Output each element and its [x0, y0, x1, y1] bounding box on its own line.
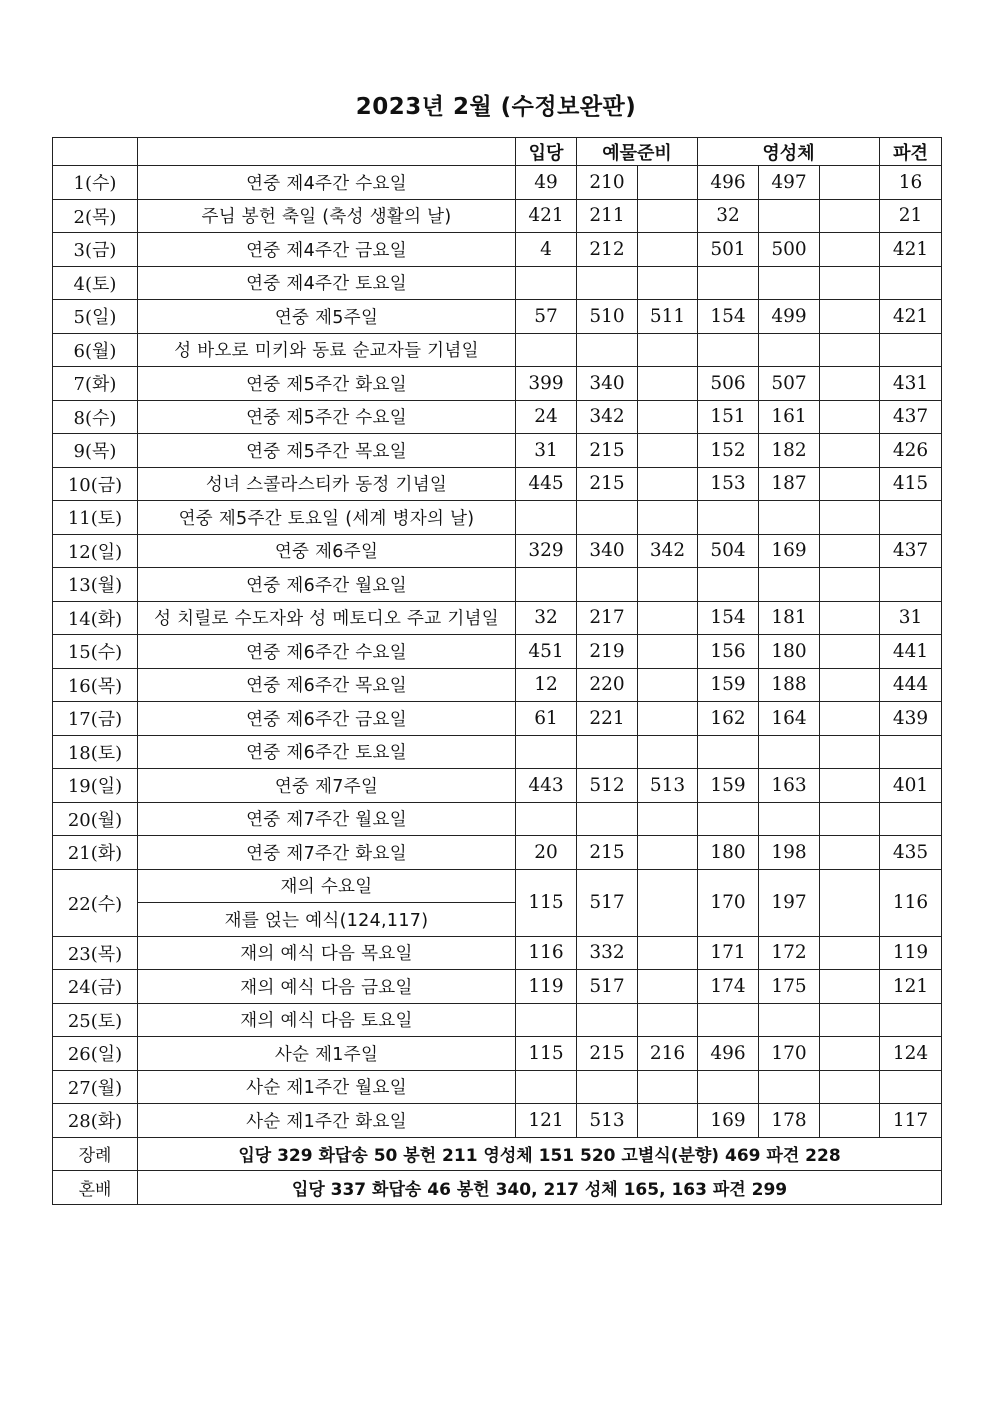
hymn-cell: 24: [516, 400, 577, 434]
hymn-cell: [638, 333, 698, 367]
hymn-cell: 124: [880, 1037, 942, 1071]
day-cell: 1(수): [53, 166, 138, 200]
day-cell: 16(목): [53, 668, 138, 702]
hymn-cell: 435: [880, 836, 942, 870]
hymn-cell: 444: [880, 668, 942, 702]
hymn-cell: [820, 668, 880, 702]
hymn-cell: 198: [759, 836, 820, 870]
table-row: [53, 266, 942, 300]
day-cell: 2(목): [53, 199, 138, 233]
hymn-cell: 426: [880, 434, 942, 468]
celebration-cell: 재의 예식 다음 목요일: [138, 936, 516, 970]
hymn-cell: [638, 233, 698, 267]
hymn-cell: 215: [577, 1037, 638, 1071]
hymn-cell: 171: [698, 936, 759, 970]
hymn-cell: [820, 970, 880, 1004]
hymn-cell: 178: [759, 1104, 820, 1138]
hymn-cell: [820, 869, 880, 936]
hymn-cell: 212: [577, 233, 638, 267]
celebration-cell: 재의 수요일: [138, 869, 516, 903]
hymn-cell: 513: [638, 769, 698, 803]
hymn-cell: 220: [577, 668, 638, 702]
hymn-cell: 421: [516, 199, 577, 233]
hymn-cell: 121: [880, 970, 942, 1004]
hymn-cell: [820, 300, 880, 334]
celebration-cell: 성 바오로 미키와 동료 순교자들 기념일: [138, 333, 516, 367]
day-cell: 3(금): [53, 233, 138, 267]
hymn-cell: [516, 501, 577, 535]
table-row: [53, 501, 942, 535]
hymn-cell: [820, 1070, 880, 1104]
hymn-cell: [698, 1070, 759, 1104]
day-cell: 15(수): [53, 635, 138, 669]
hymn-cell: [638, 802, 698, 836]
day-cell: 18(토): [53, 735, 138, 769]
celebration-cell: 연중 제5주일: [138, 300, 516, 334]
hymn-cell: [759, 1070, 820, 1104]
hymn-cell: 507: [759, 367, 820, 401]
celebration-cell: 연중 제5주간 수요일: [138, 400, 516, 434]
celebration-cell: 연중 제4주간 수요일: [138, 166, 516, 200]
hymn-cell: [820, 233, 880, 267]
day-cell: 11(토): [53, 501, 138, 535]
celebration-cell: 주님 봉헌 축일 (축성 생활의 날): [138, 199, 516, 233]
day-cell: 5(일): [53, 300, 138, 334]
celebration-cell: 연중 제6주간 목요일: [138, 668, 516, 702]
hymn-cell: 332: [577, 936, 638, 970]
hymn-cell: 511: [638, 300, 698, 334]
hymn-cell: [820, 836, 880, 870]
hymn-cell: 161: [759, 400, 820, 434]
hymn-cell: 215: [577, 836, 638, 870]
table-row: [53, 1070, 942, 1104]
hymn-cell: 181: [759, 601, 820, 635]
hymn-cell: [698, 333, 759, 367]
table-row: [53, 702, 942, 736]
table-row: [53, 166, 942, 200]
hymn-cell: 21: [880, 199, 942, 233]
hymn-cell: 340: [577, 367, 638, 401]
hymn-cell: [638, 869, 698, 936]
hymn-cell: 16: [880, 166, 942, 200]
hymn-cell: 182: [759, 434, 820, 468]
hymn-cell: [577, 1070, 638, 1104]
hymn-cell: [698, 568, 759, 602]
table-row: [53, 1104, 942, 1138]
hymn-cell: 121: [516, 1104, 577, 1138]
hymn-cell: [638, 266, 698, 300]
hymn-cell: [759, 1003, 820, 1037]
hymn-cell: 506: [698, 367, 759, 401]
hymn-cell: [880, 333, 942, 367]
hymn-cell: 187: [759, 467, 820, 501]
hymn-cell: 216: [638, 1037, 698, 1071]
hymn-cell: 504: [698, 534, 759, 568]
hymn-cell: [638, 166, 698, 200]
hymn-cell: 170: [698, 869, 759, 936]
hymn-cell: [820, 266, 880, 300]
day-cell: 14(화): [53, 601, 138, 635]
day-cell: 10(금): [53, 467, 138, 501]
hymn-cell: 12: [516, 668, 577, 702]
hymn-cell: 441: [880, 635, 942, 669]
hymn-cell: 329: [516, 534, 577, 568]
table-row: [53, 869, 942, 903]
hymn-cell: [820, 199, 880, 233]
hymn-cell: 154: [698, 601, 759, 635]
day-cell: 7(화): [53, 367, 138, 401]
hymn-cell: [820, 936, 880, 970]
header-yeongseong: 영성체: [698, 138, 880, 166]
hymn-cell: 153: [698, 467, 759, 501]
table-row: [53, 936, 942, 970]
table-row: [53, 534, 942, 568]
header-row: [53, 138, 942, 166]
page-title: 2023년 2월 (수정보완판): [355, 94, 637, 120]
hymn-cell: [516, 266, 577, 300]
hymn-cell: [820, 534, 880, 568]
celebration-cell: 성녀 스콜라스티카 동정 기념일: [138, 467, 516, 501]
day-cell: 6(월): [53, 333, 138, 367]
day-cell: 21(화): [53, 836, 138, 870]
celebration-cell: 연중 제6주간 토요일: [138, 735, 516, 769]
table-row: [53, 300, 942, 334]
hymn-cell: [638, 936, 698, 970]
hymn-cell: 162: [698, 702, 759, 736]
celebration-cell: 연중 제7주일: [138, 769, 516, 803]
hymn-cell: 170: [759, 1037, 820, 1071]
hymn-cell: 154: [698, 300, 759, 334]
day-cell: 27(월): [53, 1070, 138, 1104]
hymn-cell: [638, 601, 698, 635]
hymn-cell: 169: [759, 534, 820, 568]
celebration-cell: 연중 제5주간 토요일 (세계 병자의 날): [138, 501, 516, 535]
hymn-cell: 496: [698, 166, 759, 200]
hymn-cell: [820, 434, 880, 468]
footer-label: 혼배: [53, 1171, 138, 1205]
hymn-cell: 20: [516, 836, 577, 870]
header-day: [53, 138, 138, 166]
hymn-cell: 210: [577, 166, 638, 200]
table-row: [53, 467, 942, 501]
hymn-cell: [698, 735, 759, 769]
table-row: [53, 668, 942, 702]
hymn-cell: [820, 501, 880, 535]
celebration-cell: 사순 제1주간 화요일: [138, 1104, 516, 1138]
celebration-cell: 연중 제5주간 목요일: [138, 434, 516, 468]
hymn-cell: [880, 568, 942, 602]
hymn-cell: 342: [577, 400, 638, 434]
hymn-cell: [516, 735, 577, 769]
hymn-cell: [820, 769, 880, 803]
hymn-cell: [577, 1003, 638, 1037]
hymn-cell: [820, 1003, 880, 1037]
hymn-cell: 164: [759, 702, 820, 736]
hymn-cell: 211: [577, 199, 638, 233]
hymn-cell: 512: [577, 769, 638, 803]
hymn-cell: 513: [577, 1104, 638, 1138]
hymn-cell: 156: [698, 635, 759, 669]
hymn-cell: 115: [516, 1037, 577, 1071]
celebration-cell: 연중 제4주간 금요일: [138, 233, 516, 267]
hymn-cell: [820, 601, 880, 635]
celebration-cell: 재의 예식 다음 금요일: [138, 970, 516, 1004]
celebration-cell: 연중 제6주간 금요일: [138, 702, 516, 736]
hymn-cell: [880, 735, 942, 769]
day-cell: 22(수): [53, 869, 138, 936]
hymn-cell: 119: [880, 936, 942, 970]
hymn-cell: [516, 568, 577, 602]
hymn-cell: [820, 166, 880, 200]
hymn-cell: 342: [638, 534, 698, 568]
hymn-cell: 437: [880, 400, 942, 434]
hymn-cell: 439: [880, 702, 942, 736]
hymn-cell: [820, 1037, 880, 1071]
hymn-cell: 499: [759, 300, 820, 334]
table-row: [53, 601, 942, 635]
hymn-cell: [516, 333, 577, 367]
table-row: [53, 434, 942, 468]
day-cell: 4(토): [53, 266, 138, 300]
table-row: [53, 199, 942, 233]
hymn-cell: 443: [516, 769, 577, 803]
hymn-cell: 32: [516, 601, 577, 635]
celebration-cell: 사순 제1주일: [138, 1037, 516, 1071]
hymn-cell: [880, 802, 942, 836]
celebration-cell: 연중 제6주간 수요일: [138, 635, 516, 669]
hymn-cell: 197: [759, 869, 820, 936]
celebration-cell: 연중 제7주간 월요일: [138, 802, 516, 836]
hymn-cell: [820, 467, 880, 501]
hymn-cell: 152: [698, 434, 759, 468]
hymn-cell: [698, 1003, 759, 1037]
hymn-cell: [880, 266, 942, 300]
hymn-cell: 49: [516, 166, 577, 200]
day-cell: 19(일): [53, 769, 138, 803]
hymn-cell: [638, 568, 698, 602]
table-row: [53, 1003, 942, 1037]
hymn-cell: 61: [516, 702, 577, 736]
hymn-cell: [516, 802, 577, 836]
day-cell: 9(목): [53, 434, 138, 468]
table-row: [53, 233, 942, 267]
hymn-cell: [577, 501, 638, 535]
celebration-cell: 연중 제4주간 토요일: [138, 266, 516, 300]
footer-text: 입당 329 화답송 50 봉헌 211 영성체 151 520 고별식(분향) 469 파견 228: [138, 1137, 942, 1171]
header-ipdang: 입당: [516, 138, 577, 166]
hymn-cell: 401: [880, 769, 942, 803]
header-pagyeon: 파견: [880, 138, 942, 166]
hymn-cell: 215: [577, 467, 638, 501]
hymn-cell: 510: [577, 300, 638, 334]
hymn-cell: 217: [577, 601, 638, 635]
hymn-cell: [577, 568, 638, 602]
hymn-cell: [516, 1070, 577, 1104]
table-row: [53, 568, 942, 602]
schedule-table: [52, 137, 942, 1205]
hymn-cell: [638, 501, 698, 535]
hymn-cell: 151: [698, 400, 759, 434]
hymn-cell: [638, 467, 698, 501]
celebration-cell: 연중 제7주간 화요일: [138, 836, 516, 870]
hymn-cell: [638, 400, 698, 434]
table-row: [53, 1037, 942, 1071]
hymn-cell: [759, 199, 820, 233]
hymn-cell: [820, 568, 880, 602]
hymn-cell: [577, 266, 638, 300]
funeral-row: [53, 1137, 942, 1171]
hymn-cell: [820, 1104, 880, 1138]
hymn-cell: 159: [698, 668, 759, 702]
hymn-cell: [759, 802, 820, 836]
hymn-cell: [759, 266, 820, 300]
celebration-cell: 연중 제5주간 화요일: [138, 367, 516, 401]
hymn-cell: [820, 802, 880, 836]
hymn-cell: 496: [698, 1037, 759, 1071]
hymn-cell: [698, 266, 759, 300]
hymn-cell: 174: [698, 970, 759, 1004]
hymn-cell: 421: [880, 300, 942, 334]
hymn-cell: 117: [880, 1104, 942, 1138]
day-cell: 13(월): [53, 568, 138, 602]
table-row: [53, 970, 942, 1004]
hymn-cell: 445: [516, 467, 577, 501]
hymn-cell: [759, 735, 820, 769]
hymn-cell: 517: [577, 869, 638, 936]
day-cell: 24(금): [53, 970, 138, 1004]
table-row: [53, 333, 942, 367]
hymn-cell: [880, 501, 942, 535]
wedding-row: [53, 1171, 942, 1205]
hymn-cell: [638, 668, 698, 702]
day-cell: 8(수): [53, 400, 138, 434]
celebration-cell: 성 치릴로 수도자와 성 메토디오 주교 기념일: [138, 601, 516, 635]
hymn-cell: 501: [698, 233, 759, 267]
hymn-cell: 4: [516, 233, 577, 267]
day-cell: 23(목): [53, 936, 138, 970]
table-row: [53, 400, 942, 434]
hymn-cell: [759, 333, 820, 367]
hymn-cell: [820, 635, 880, 669]
hymn-cell: 119: [516, 970, 577, 1004]
footer-label: 장례: [53, 1137, 138, 1171]
table-row: [53, 836, 942, 870]
table-row: [53, 735, 942, 769]
hymn-cell: 399: [516, 367, 577, 401]
hymn-cell: 116: [880, 869, 942, 936]
footer-text: 입당 337 화답송 46 봉헌 340, 217 성체 165, 163 파견 299: [138, 1171, 942, 1205]
hymn-cell: [638, 970, 698, 1004]
day-cell: 12(일): [53, 534, 138, 568]
hymn-cell: 219: [577, 635, 638, 669]
hymn-cell: [880, 1070, 942, 1104]
celebration-cell: 재의 예식 다음 토요일: [138, 1003, 516, 1037]
hymn-cell: [759, 501, 820, 535]
hymn-cell: 437: [880, 534, 942, 568]
hymn-cell: [638, 735, 698, 769]
hymn-cell: 451: [516, 635, 577, 669]
hymn-cell: [638, 702, 698, 736]
hymn-cell: 32: [698, 199, 759, 233]
hymn-cell: 163: [759, 769, 820, 803]
hymn-cell: [820, 400, 880, 434]
hymn-cell: [698, 501, 759, 535]
day-cell: 20(월): [53, 802, 138, 836]
hymn-cell: 431: [880, 367, 942, 401]
day-cell: 25(토): [53, 1003, 138, 1037]
hymn-cell: 215: [577, 434, 638, 468]
hymn-cell: 31: [516, 434, 577, 468]
celebration-cell: 재를 얹는 예식(124,117): [138, 903, 516, 937]
hymn-cell: 500: [759, 233, 820, 267]
hymn-cell: 415: [880, 467, 942, 501]
hymn-cell: [820, 333, 880, 367]
hymn-cell: 221: [577, 702, 638, 736]
hymn-cell: 31: [880, 601, 942, 635]
hymn-cell: [577, 802, 638, 836]
celebration-cell: 연중 제6주간 월요일: [138, 568, 516, 602]
hymn-cell: 172: [759, 936, 820, 970]
hymn-cell: 116: [516, 936, 577, 970]
hymn-cell: 169: [698, 1104, 759, 1138]
hymn-cell: [638, 1104, 698, 1138]
hymn-cell: [698, 802, 759, 836]
header-yemul: 예물준비: [577, 138, 698, 166]
hymn-cell: [577, 735, 638, 769]
celebration-cell: 사순 제1주간 월요일: [138, 1070, 516, 1104]
hymn-cell: [638, 1070, 698, 1104]
hymn-cell: 421: [880, 233, 942, 267]
hymn-cell: [638, 199, 698, 233]
hymn-cell: 180: [698, 836, 759, 870]
hymn-cell: 57: [516, 300, 577, 334]
hymn-cell: 175: [759, 970, 820, 1004]
hymn-cell: [577, 333, 638, 367]
table-row: [53, 802, 942, 836]
day-cell: 28(화): [53, 1104, 138, 1138]
hymn-cell: 517: [577, 970, 638, 1004]
header-name: [138, 138, 516, 166]
hymn-cell: 497: [759, 166, 820, 200]
table-row: [53, 367, 942, 401]
hymn-cell: 159: [698, 769, 759, 803]
hymn-cell: [820, 367, 880, 401]
hymn-cell: [638, 367, 698, 401]
hymn-cell: 180: [759, 635, 820, 669]
table-row: [53, 769, 942, 803]
celebration-cell: 연중 제6주일: [138, 534, 516, 568]
hymn-cell: [638, 434, 698, 468]
hymn-cell: [820, 735, 880, 769]
hymn-cell: [516, 1003, 577, 1037]
hymn-cell: 340: [577, 534, 638, 568]
hymn-cell: [820, 702, 880, 736]
hymn-cell: [880, 1003, 942, 1037]
hymn-cell: 115: [516, 869, 577, 936]
day-cell: 26(일): [53, 1037, 138, 1071]
hymn-cell: 188: [759, 668, 820, 702]
hymn-cell: [759, 568, 820, 602]
hymn-cell: [638, 635, 698, 669]
hymn-cell: [638, 1003, 698, 1037]
table-row: [53, 635, 942, 669]
day-cell: 17(금): [53, 702, 138, 736]
hymn-cell: [638, 836, 698, 870]
